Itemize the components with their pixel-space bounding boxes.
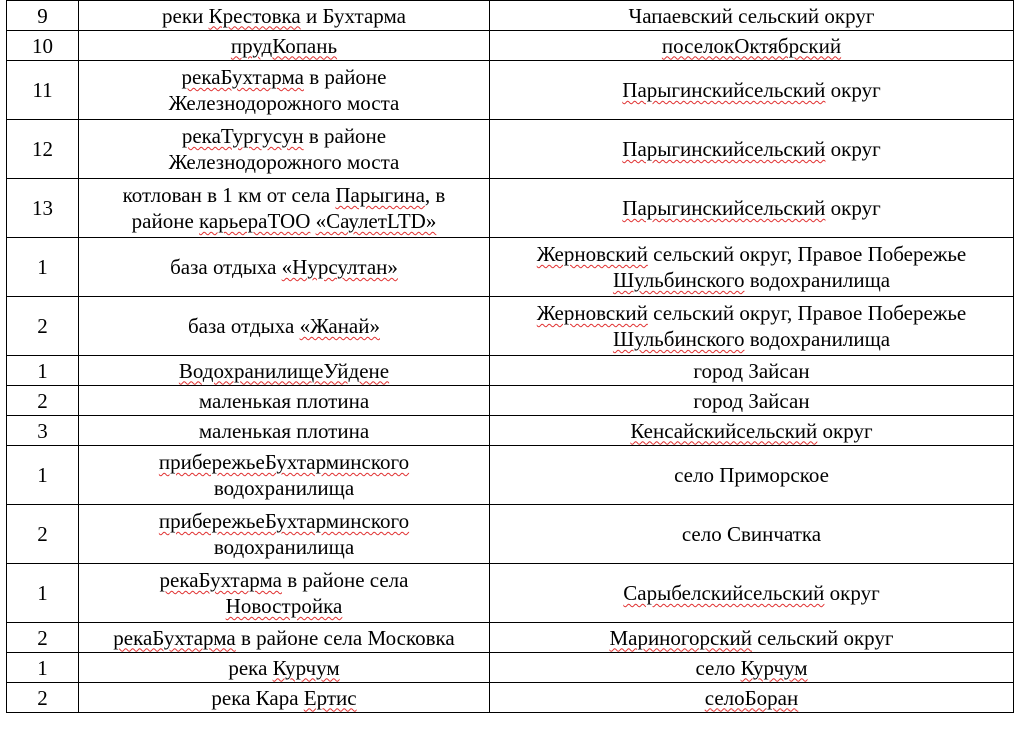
- row-number-cell: [7, 238, 79, 297]
- table-row: [7, 386, 1014, 416]
- row-number: 2: [37, 685, 48, 710]
- table-row: [7, 297, 1014, 356]
- water-body-cell: [79, 61, 490, 120]
- water-body-cell: [79, 386, 490, 416]
- row-number-cell: [7, 564, 79, 623]
- table-row: [7, 653, 1014, 683]
- water-body-cell: [79, 238, 490, 297]
- cell-text-line: поселокОктябрский: [661, 33, 842, 58]
- water-body-cell: [79, 683, 490, 713]
- table-row: [7, 416, 1014, 446]
- cell-text-line: прудКопань: [230, 33, 338, 58]
- row-number-cell: [7, 446, 79, 505]
- cell-text-line: село Курчум: [695, 655, 808, 680]
- cell-text-line: рекаБухтарма в районе: [181, 65, 387, 89]
- table-row: [7, 564, 1014, 623]
- water-body-cell: [79, 623, 490, 653]
- water-body-cell: [79, 179, 490, 238]
- row-number: 1: [37, 255, 48, 279]
- locality-cell: [490, 564, 1014, 623]
- cell-text-line: село Приморское: [674, 463, 829, 487]
- table-row: [7, 623, 1014, 653]
- cell-text-line: водохранилища: [213, 535, 355, 559]
- locality-cell: [490, 683, 1014, 713]
- table-row: [7, 179, 1014, 238]
- table-row: [7, 446, 1014, 505]
- locality-cell: [490, 61, 1014, 120]
- locality-cell: [490, 297, 1014, 356]
- locality-cell: [490, 238, 1014, 297]
- row-number-cell: [7, 505, 79, 564]
- row-number: 3: [37, 418, 48, 443]
- water-body-cell: [79, 356, 490, 386]
- row-number-cell: [7, 31, 79, 61]
- row-number-cell: [7, 120, 79, 179]
- cell-text-line: водохранилища: [213, 476, 355, 500]
- water-body-cell: [79, 31, 490, 61]
- table-row: [7, 505, 1014, 564]
- water-body-cell: [79, 416, 490, 446]
- water-body-cell: [79, 1, 490, 31]
- cell-text-line: Новостройка: [225, 594, 343, 618]
- locality-cell: [490, 1, 1014, 31]
- row-number: 9: [37, 3, 48, 28]
- cell-text-line: база отдыха «Жанай»: [187, 314, 380, 338]
- table-body: [7, 1, 1014, 713]
- cell-text-line: рекаБухтарма в районе села: [159, 568, 409, 592]
- table-row: [7, 238, 1014, 297]
- cell-text-line: селоБоран: [704, 685, 799, 710]
- row-number-cell: [7, 653, 79, 683]
- locality-cell: [490, 623, 1014, 653]
- table-row: [7, 31, 1014, 61]
- cell-text-line: Сарыбелскийсельский округ: [623, 581, 880, 605]
- cell-text-line: город Зайсан: [693, 388, 810, 413]
- cell-text-line: Чапаевский сельский округ: [628, 3, 875, 28]
- row-number-cell: [7, 1, 79, 31]
- cell-text-line: прибережьеБухтарминского: [158, 509, 410, 533]
- water-body-cell: [79, 446, 490, 505]
- row-number-cell: [7, 356, 79, 386]
- water-body-cell: [79, 653, 490, 683]
- cell-text-line: Шульбинского водохранилища: [612, 268, 891, 292]
- row-number: 12: [32, 137, 53, 161]
- water-body-cell: [79, 297, 490, 356]
- cell-text-line: база отдыха «Нурсултан»: [170, 255, 398, 279]
- cell-text-line: ВодохранилищеУйдене: [178, 358, 390, 383]
- table-row: [7, 120, 1014, 179]
- row-number: 1: [37, 581, 48, 605]
- locality-cell: [490, 179, 1014, 238]
- locality-cell: [490, 446, 1014, 505]
- cell-text-line: районе карьераТОО «СаулетLTD»: [131, 209, 437, 233]
- water-body-cell: [79, 120, 490, 179]
- row-number: 2: [37, 522, 48, 546]
- row-number: 1: [37, 463, 48, 487]
- table-row: [7, 1, 1014, 31]
- cell-text-line: Железнодорожного моста: [168, 150, 400, 174]
- row-number-cell: [7, 297, 79, 356]
- row-number: 2: [37, 388, 48, 413]
- row-number: 1: [37, 655, 48, 680]
- row-number-cell: [7, 386, 79, 416]
- cell-text-line: реки Крестовка и Бухтарма: [162, 3, 406, 28]
- cell-text-line: рекаТургусун в районе: [181, 124, 387, 148]
- cell-text-line: река Курчум: [228, 655, 340, 680]
- table-row: [7, 683, 1014, 713]
- cell-text-line: Жерновский сельский округ, Правое Побережье: [536, 301, 967, 325]
- cell-text-line: Парыгинскийсельский округ: [622, 78, 881, 102]
- table-row: [7, 356, 1014, 386]
- locality-cell: [490, 416, 1014, 446]
- cell-text-line: Парыгинскийсельский округ: [622, 196, 881, 220]
- row-number: 10: [32, 33, 53, 58]
- cell-text-line: рекаБухтарма в районе села Московка: [113, 625, 455, 650]
- cell-text-line: село Свинчатка: [681, 522, 822, 546]
- water-bodies-table: [6, 0, 1014, 713]
- row-number: 1: [37, 358, 48, 383]
- row-number-cell: [7, 683, 79, 713]
- cell-text-line: маленькая плотина: [198, 388, 370, 413]
- cell-text-line: Железнодорожного моста: [168, 91, 400, 115]
- row-number: 13: [32, 196, 53, 220]
- locality-cell: [490, 386, 1014, 416]
- row-number: 2: [37, 314, 48, 338]
- locality-cell: [490, 120, 1014, 179]
- cell-text-line: река Кара Ертис: [211, 685, 357, 710]
- locality-cell: [490, 653, 1014, 683]
- locality-cell: [490, 31, 1014, 61]
- cell-text-line: Шульбинского водохранилища: [612, 327, 891, 351]
- row-number: 11: [32, 78, 53, 102]
- cell-text-line: город Зайсан: [693, 358, 810, 383]
- table-row: [7, 61, 1014, 120]
- row-number-cell: [7, 416, 79, 446]
- row-number: 2: [37, 625, 48, 650]
- water-body-cell: [79, 505, 490, 564]
- cell-text-line: маленькая плотина: [198, 418, 370, 443]
- cell-text-line: Жерновский сельский округ, Правое Побережье: [536, 242, 967, 266]
- water-body-cell: [79, 564, 490, 623]
- cell-text-line: котлован в 1 км от села Парыгина, в: [122, 183, 446, 207]
- row-number-cell: [7, 179, 79, 238]
- locality-cell: [490, 505, 1014, 564]
- locality-cell: [490, 356, 1014, 386]
- row-number-cell: [7, 623, 79, 653]
- cell-text-line: Парыгинскийсельский округ: [622, 137, 881, 161]
- row-number-cell: [7, 61, 79, 120]
- cell-text-line: прибережьеБухтарминского: [158, 450, 410, 474]
- cell-text-line: Кенсайскийсельский округ: [630, 418, 873, 443]
- cell-text-line: Мариногорский сельский округ: [609, 625, 894, 650]
